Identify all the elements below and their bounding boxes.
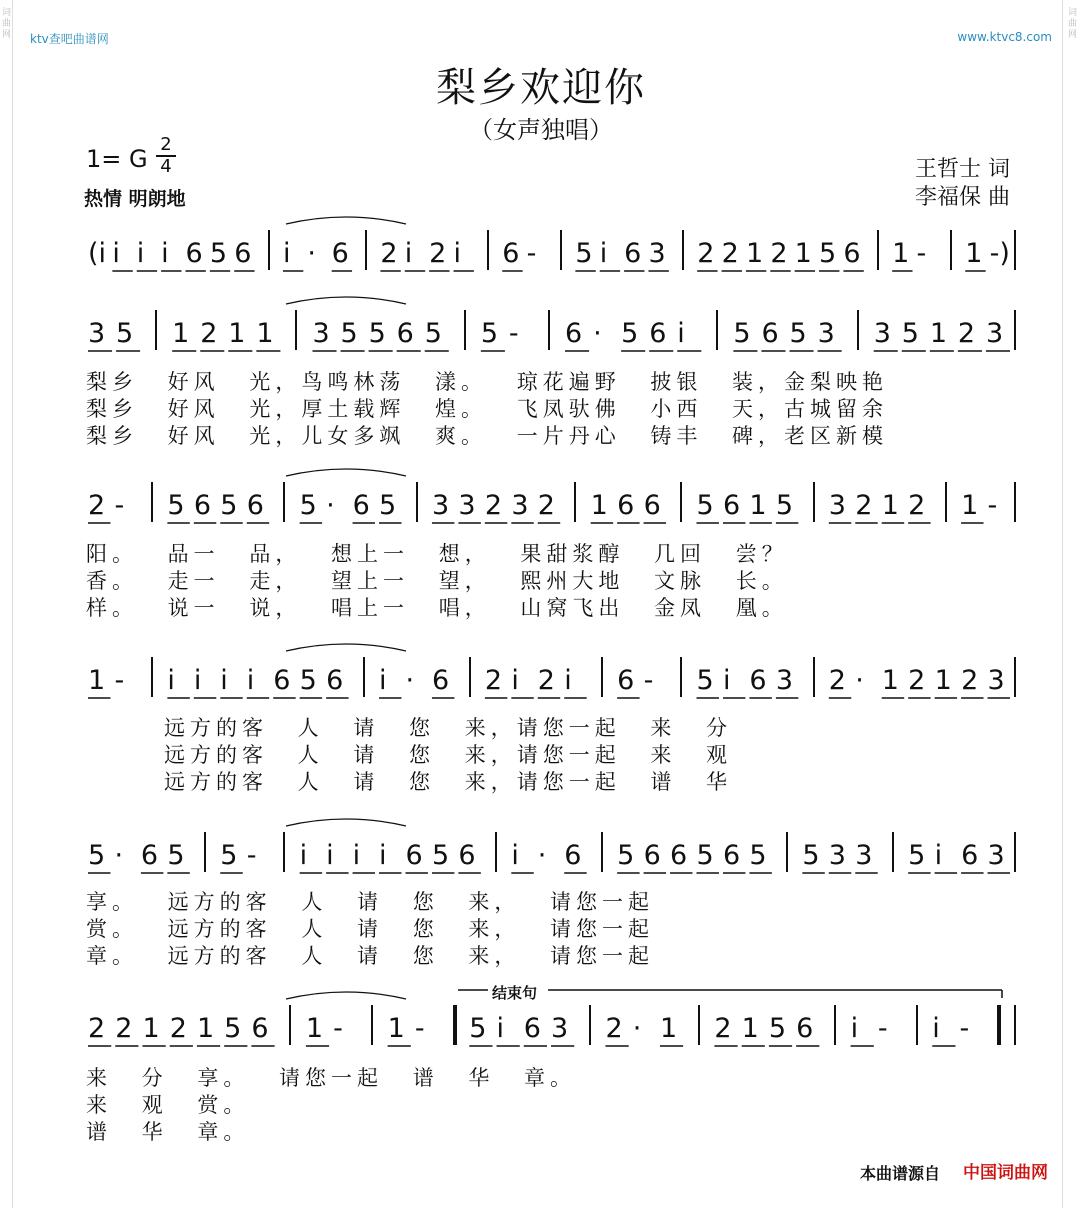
score-symbol: i [677, 318, 685, 349]
score-symbol: 2 [961, 665, 979, 696]
lyric-line: 来 观 赏。 [86, 1093, 250, 1117]
score-symbol: - [959, 1013, 970, 1044]
score-symbol: i [326, 840, 334, 871]
source-label: 本曲谱源自 [859, 1164, 940, 1183]
score-symbol: 1 [196, 1013, 215, 1044]
lyric-line: 享。 远方的客 人 请 您 来， 请您一起 [86, 890, 655, 914]
score-symbol: i [496, 1013, 505, 1044]
score-symbol: · [405, 665, 415, 696]
score-symbol: 2 [828, 665, 846, 696]
score-symbol: - [114, 490, 125, 521]
score-symbol: 2 [714, 1013, 732, 1044]
score-symbol: 2 [908, 490, 926, 521]
score-symbol: 5 [617, 840, 635, 871]
score-symbol: 1 [965, 238, 983, 269]
score-symbol: 3 [458, 490, 476, 521]
score-symbol: 2 [908, 665, 926, 696]
time-signature-bottom: 4 [160, 156, 172, 177]
score-symbol: 1 [228, 318, 246, 349]
score-symbol: 2 [484, 490, 503, 521]
score-symbol: 3 [828, 840, 846, 871]
score-symbol: 1 [741, 1013, 759, 1044]
score-symbol: 2 [88, 1013, 106, 1044]
score-symbol: 1 [88, 665, 106, 696]
score-symbol: (i [88, 238, 107, 269]
score-symbol: 3 [88, 318, 106, 349]
score-symbol: 6 [670, 840, 688, 871]
score-symbol: 5 [733, 318, 751, 349]
score-symbol: 5 [167, 840, 185, 871]
score-symbol: 6 [564, 840, 582, 871]
lyric-line: 样。 说一 说， 唱上一 唱， 山窝飞出 金凤 凰。 [86, 596, 788, 620]
score-symbol: 3 [551, 1013, 569, 1044]
score-symbol: 6 [234, 238, 252, 269]
score-symbol: 6 [617, 665, 635, 696]
score-symbol: 1 [881, 490, 899, 521]
score-symbol: i [379, 665, 387, 696]
score-symbol: 3 [855, 840, 873, 871]
score-symbol: 5 [88, 840, 106, 871]
score-symbol: · [537, 840, 547, 871]
score-symbol: 2 [115, 1013, 133, 1044]
score-symbol: i [220, 665, 228, 696]
score-symbol: 6 [722, 840, 741, 871]
score-symbol: 6 [405, 840, 423, 871]
score-symbol: 1 [387, 1013, 405, 1044]
lyric-line: 谱 华 章。 [86, 1120, 250, 1144]
score-symbol: 5 [908, 840, 926, 871]
score-symbol: 5 [789, 318, 807, 349]
score-symbol: i [850, 1013, 859, 1044]
score-symbol: · [326, 490, 335, 521]
score-symbol: 5 [768, 1013, 787, 1044]
score-symbol: 5 [480, 318, 499, 349]
score-symbol: i [722, 665, 731, 696]
score-symbol: 6 [643, 490, 661, 521]
score-symbol: 3 [985, 318, 1004, 349]
score-symbol: i [193, 665, 202, 696]
site-url-right: www.ktvc8.com [957, 30, 1052, 44]
score-symbol: 3 [828, 490, 846, 521]
score-symbol: - [916, 238, 927, 269]
score-symbol: i [246, 665, 255, 696]
score-symbol: 5 [220, 840, 238, 871]
score-symbol: 5 [220, 490, 238, 521]
song-title: 梨乡欢迎你 [436, 65, 646, 111]
score-symbol: 3 [511, 490, 529, 521]
score-symbol: 1 [749, 490, 767, 521]
score-symbol: 2 [200, 318, 218, 349]
lyric-line: 远方的客 人 请 您 来，请您一起 来 观 [164, 743, 733, 767]
score-symbol: 5 [379, 490, 397, 521]
score-symbol: 1 [881, 665, 899, 696]
score-symbol: 1 [745, 238, 764, 269]
score-symbol: - [114, 665, 125, 696]
score-symbol: 3 [775, 665, 794, 696]
score-symbol: 5 [368, 318, 386, 349]
score-symbol: 5 [299, 665, 317, 696]
lyric-line: 梨乡 好风 光，厚土载辉 煌。 飞凤驮佛 小西 天，古城留余 [86, 397, 889, 421]
score-symbol: 3 [987, 840, 1005, 871]
lyric-line: 赏。 远方的客 人 请 您 来， 请您一起 [86, 917, 655, 941]
score-symbol: 1 [142, 1013, 160, 1044]
score-symbol: 1 [794, 238, 812, 269]
score-symbol: 1 [659, 1013, 678, 1044]
slur-mark [286, 469, 406, 476]
score-symbol: 6 [458, 840, 476, 871]
ending-label: 结束句 [492, 984, 538, 1002]
source-site: 中国词曲网 [963, 1163, 1048, 1183]
score-symbol: 5 [209, 238, 228, 269]
score-symbol: 6 [749, 665, 767, 696]
score-symbol: 6 [193, 490, 212, 521]
score-symbol: 2 [957, 318, 976, 349]
score-symbol: 5 [469, 1013, 487, 1044]
score-symbol: i [599, 238, 608, 269]
score-symbol: 2 [88, 490, 106, 521]
score-symbol: 6 [565, 318, 583, 349]
score-symbol: · [593, 318, 602, 349]
score-symbol: 1 [172, 318, 190, 349]
score-symbol: 2 [721, 238, 739, 269]
score-symbol: i [511, 665, 519, 696]
score-symbol: 1 [934, 665, 952, 696]
score-symbol: - [246, 840, 257, 871]
score-symbol: 2 [605, 1013, 623, 1044]
score-symbol: 6 [722, 490, 741, 521]
score-symbol: 6 [185, 238, 203, 269]
score-symbol: 1 [929, 318, 947, 349]
score-symbol: 2 [537, 490, 555, 521]
score-symbol: 5 [575, 238, 593, 269]
score-symbol: 1 [256, 318, 274, 349]
lyric-line: 来 分 享。 请您一起 谱 华 章。 [86, 1066, 577, 1090]
score-symbol: i [352, 840, 361, 871]
score-symbol: 6 [246, 490, 264, 521]
score-symbol: 5 [696, 490, 714, 521]
score-symbol: 6 [643, 840, 661, 871]
score-symbol: 2 [855, 490, 873, 521]
score-symbol: i [404, 238, 413, 269]
score-symbol: 5 [819, 238, 837, 269]
score-symbol: 2 [380, 238, 398, 269]
time-signature-top: 2 [160, 134, 172, 155]
lyric-line: 章。 远方的客 人 请 您 来， 请您一起 [86, 944, 655, 968]
score-symbol: 3 [431, 490, 450, 521]
score-symbol: 2 [537, 665, 555, 696]
lyric-line: 梨乡 好风 光，鸟鸣林荡 漾。 琼花遍野 披银 装，金梨映艳 [86, 370, 889, 394]
score-symbol: 6 [140, 840, 159, 871]
score-symbol: - [643, 665, 654, 696]
score-symbol: i [453, 238, 462, 269]
score-symbol: 6 [761, 318, 779, 349]
score-symbol: 6 [796, 1013, 814, 1044]
score-symbol: - [508, 318, 519, 349]
score-symbol: · [855, 665, 864, 696]
score-symbol: 3 [873, 318, 891, 349]
score-symbol: i [932, 1013, 940, 1044]
score-symbol: 3 [312, 318, 330, 349]
score-symbol: 5 [424, 318, 442, 349]
score-symbol: 5 [901, 318, 919, 349]
score-symbol: 2 [770, 238, 788, 269]
slur-mark [286, 644, 406, 651]
watermark-right: 词 曲 网 [1068, 8, 1078, 40]
key-signature: 1= G [86, 145, 148, 173]
score-symbol: 5 [621, 318, 639, 349]
score-symbol: i [167, 665, 175, 696]
score-symbol: i [161, 238, 169, 269]
score-symbol: 6 [649, 318, 667, 349]
score-symbol: 6 [431, 665, 450, 696]
score-symbol: 5 [167, 490, 185, 521]
score-symbol: 5 [116, 318, 134, 349]
score-symbol: i [511, 840, 519, 871]
score-symbol: 5 [696, 840, 714, 871]
song-subtitle: （女声独唱） [469, 116, 613, 144]
score-symbol: i [379, 840, 387, 871]
score-symbol: 6 [961, 840, 979, 871]
score-symbol: 3 [817, 318, 835, 349]
score-symbol: 1 [892, 238, 910, 269]
score-symbol: 2 [429, 238, 447, 269]
score-symbol: - [526, 238, 537, 269]
score-symbol: 2 [697, 238, 715, 269]
score-symbol: 6 [523, 1013, 541, 1044]
watermark-left: 词 曲 网 [2, 8, 12, 40]
score-symbol: i [299, 840, 308, 871]
score-symbol: · [114, 840, 124, 871]
score-symbol: 2 [169, 1013, 187, 1044]
score-symbol: i [934, 840, 943, 871]
score-symbol: - [877, 1013, 888, 1044]
score-symbol: i [136, 238, 145, 269]
score-symbol: 6 [352, 490, 370, 521]
score-symbol: 5 [802, 840, 820, 871]
score-symbol: 6 [273, 665, 291, 696]
score-symbol: 6 [251, 1013, 269, 1044]
score-symbol: 1 [961, 490, 979, 521]
score-symbol: 5 [299, 490, 317, 521]
score-symbol: 6 [617, 490, 635, 521]
lyricist-credit: 王哲士 词 [915, 157, 1010, 182]
score-symbol: 6 [331, 238, 349, 269]
score-symbol: -) [989, 238, 1010, 269]
slur-mark [286, 297, 406, 304]
score-symbol: i [564, 665, 572, 696]
score-symbol: 2 [484, 665, 503, 696]
lyric-line: 香。 走一 走， 望上一 望， 熙州大地 文脉 长。 [86, 569, 788, 593]
score-symbol: · [307, 238, 316, 269]
score-symbol: 6 [396, 318, 414, 349]
slur-mark [286, 819, 406, 826]
score-symbol: 1 [590, 490, 608, 521]
score-symbol: 6 [502, 238, 520, 269]
score-symbol: 3 [987, 665, 1005, 696]
score-symbol: - [414, 1013, 425, 1044]
lyric-line: 远方的客 人 请 您 来，请您一起 来 分 [164, 716, 733, 740]
tempo-marking: 热情 明朗地 [84, 188, 186, 210]
site-name-left: ktv查吧曲谱网 [30, 32, 109, 46]
score-symbol: - [333, 1013, 343, 1044]
score-symbol: - [987, 490, 998, 521]
score-symbol: · [632, 1013, 642, 1044]
score-symbol: 1 [305, 1013, 324, 1044]
score-symbol: 5 [340, 318, 358, 349]
score-symbol: 5 [431, 840, 450, 871]
score-symbol: i [112, 238, 120, 269]
composer-credit: 李福保 曲 [915, 185, 1010, 210]
lyric-line: 阳。 品一 品， 想上一 想， 果甜浆醇 几回 尝？ [86, 542, 788, 566]
lyric-line: 远方的客 人 请 您 来，请您一起 谱 华 [164, 770, 733, 794]
score-symbol: 6 [843, 238, 861, 269]
slur-mark [286, 217, 406, 224]
score-symbol: 5 [775, 490, 794, 521]
score-symbol: 5 [224, 1013, 242, 1044]
score-symbol: 3 [648, 238, 666, 269]
score-symbol: 5 [696, 665, 714, 696]
slur-mark [286, 992, 406, 999]
score-symbol: 6 [624, 238, 642, 269]
score-symbol: i [282, 238, 291, 269]
score-symbol: 6 [326, 665, 344, 696]
lyric-line: 梨乡 好风 光，儿女多飒 爽。 一片丹心 铸丰 碑，老区新模 [86, 424, 889, 448]
score-symbol: 5 [749, 840, 767, 871]
